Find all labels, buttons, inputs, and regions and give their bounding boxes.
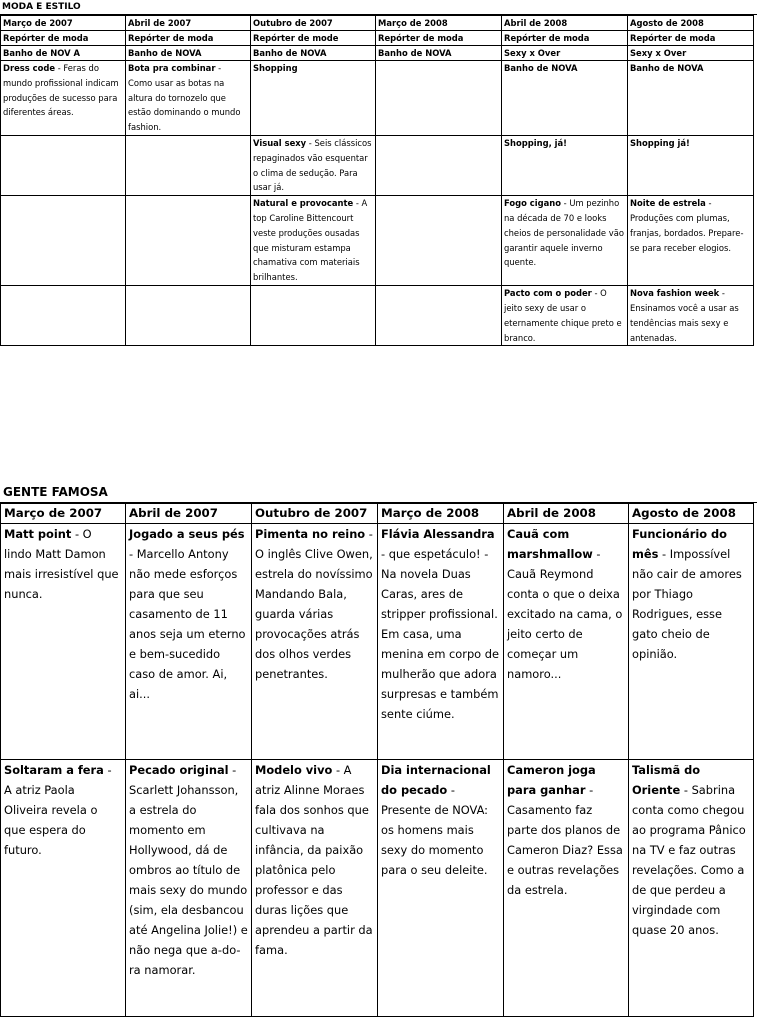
moda-banho-cell: Sexy x Over <box>502 46 628 61</box>
gente-header-cell: Outubro de 2007 <box>252 504 378 524</box>
moda-cell <box>502 135 628 195</box>
gente-table <box>0 503 754 1017</box>
gente-cell <box>629 760 754 1017</box>
moda-cell <box>376 61 502 136</box>
gente-cell <box>504 760 629 1017</box>
moda-header-cell: Abril de 2008 <box>502 16 628 31</box>
gente-cell <box>1 760 126 1017</box>
moda-reporter-cell: Repórter de mode <box>251 31 376 46</box>
article-desc: - Feras do mundo profissional indicam produções de sucesso para diferentes áreas. <box>3 63 119 118</box>
moda-cell <box>251 286 376 346</box>
moda-banho-cell: Banho de NOV A <box>1 46 126 61</box>
moda-header-cell: Abril de 2007 <box>126 16 251 31</box>
gente-cell <box>504 524 629 760</box>
moda-reporter-cell: Repórter de moda <box>376 31 502 46</box>
article-title: Banho de NOVA <box>630 63 704 73</box>
gente-header-cell: Março de 2007 <box>1 504 126 524</box>
moda-reporter-cell: Repórter de moda <box>126 31 251 46</box>
article-desc: - O lindo Matt Damon mais irresistível que nunca. <box>4 527 119 601</box>
article-title: Natural e provocante <box>253 198 354 209</box>
gente-cell <box>629 524 754 760</box>
moda-cell <box>126 61 251 136</box>
moda-banho-cell: Banho de NOVA <box>251 46 376 61</box>
gente-content-row <box>1 524 754 760</box>
moda-cell <box>502 286 628 346</box>
gente-cell <box>126 760 252 1017</box>
gente-cell <box>378 760 504 1017</box>
moda-content-row <box>1 196 754 286</box>
article-desc: - Como usar as botas na altura do tornozelo que estão dominando o mundo fashion. <box>128 63 241 133</box>
article-title: Noite de estrela <box>630 198 706 209</box>
gente-cell <box>252 524 378 760</box>
article-desc: - O inglês Clive Owen, estrela do novíssimo Mandando Bala, guarda várias provocações atrás dos olhos verdes penetrantes. <box>255 527 373 681</box>
gente-cell <box>1 524 126 760</box>
moda-banho-row <box>1 46 754 61</box>
gente-cell <box>378 524 504 760</box>
article-title: Visual sexy <box>253 137 307 148</box>
moda-content-row <box>1 135 754 195</box>
article-desc: - Impossível não cair de amores por Thiago Rodrigues, esse gato cheio de opinião. <box>632 547 742 661</box>
article-title: Cameron joga para ganhar <box>507 763 596 797</box>
article-title: Dia internacional do pecado <box>381 763 491 797</box>
moda-header-cell: Março de 2008 <box>376 16 502 31</box>
article-title: Pimenta no reino <box>255 527 366 541</box>
moda-cell <box>502 196 628 286</box>
moda-header-cell: Agosto de 2008 <box>628 16 754 31</box>
moda-cell <box>502 61 628 136</box>
article-title: Pecado original <box>129 763 229 777</box>
article-title: Modelo vivo <box>255 763 333 777</box>
moda-header-row <box>1 16 754 31</box>
moda-cell <box>376 135 502 195</box>
moda-cell <box>126 135 251 195</box>
moda-reporter-row <box>1 31 754 46</box>
article-desc: - A top Caroline Bittencourt veste produções ousadas que misturam estampa chamativa com materiais brilhantes. <box>253 198 368 283</box>
article-desc: - que espetáculo! - Na novela Duas Caras, ares de stripper profissional. Em casa, uma menina em corpo de mulherão que adora surpresas e também sente ciúme. <box>381 547 500 721</box>
moda-e-estilo-sheet <box>0 0 757 346</box>
moda-cell <box>126 286 251 346</box>
article-title: Banho de NOVA <box>504 63 578 73</box>
gente-cell <box>252 760 378 1017</box>
moda-table <box>0 15 754 346</box>
moda-cell <box>126 196 251 286</box>
article-desc: - Presente de NOVA: os homens mais sexy do momento para o seu deleite. <box>381 783 489 877</box>
moda-cell <box>251 135 376 195</box>
article-title: Dress code <box>3 63 56 73</box>
article-desc: - O jeito sexy de usar o eternamente chique preto e branco. <box>504 288 622 343</box>
moda-reporter-cell: Repórter de moda <box>1 31 126 46</box>
gente-cell <box>126 524 252 760</box>
gente-header-row <box>1 504 754 524</box>
article-title: Soltaram a fera <box>4 763 104 777</box>
article-desc: - Marcello Antony não mede esforços para que seu casamento de 11 anos seja um eterno e bem-sucedido caso de amor. Ai, ai... <box>129 547 246 701</box>
moda-cell <box>628 61 754 136</box>
moda-cell <box>628 286 754 346</box>
article-title: Shopping, já! <box>504 137 568 148</box>
article-title: Funcionário do mês <box>632 527 728 561</box>
article-title: Matt point <box>4 527 72 541</box>
gente-famosa-sheet <box>0 483 757 1017</box>
moda-cell <box>251 61 376 136</box>
article-title: Shopping <box>253 63 298 73</box>
moda-cell <box>251 196 376 286</box>
moda-content-row <box>1 286 754 346</box>
article-title: Shopping já! <box>630 137 690 148</box>
moda-cell <box>376 286 502 346</box>
gente-header-cell: Abril de 2007 <box>126 504 252 524</box>
moda-cell <box>1 135 126 195</box>
moda-banho-cell: Banho de NOVA <box>126 46 251 61</box>
moda-banho-cell: Sexy x Over <box>628 46 754 61</box>
article-desc: - Cauã Reymond conta o que o deixa excitado na cama, o jeito certo de começar um namoro... <box>507 547 623 681</box>
article-desc: - Scarlett Johansson, a estrela do momento em Hollywood, dá de ombros ao título de mais sexy do mundo (sim, ela desbancou até Angelina Jolie!) e não nega que a-do-ra namorar. <box>129 763 248 977</box>
article-title: Pacto com o poder <box>504 288 592 299</box>
moda-header-cell: Outubro de 2007 <box>251 16 376 31</box>
article-desc: - A atriz Paola Oliveira revela o que espera do futuro. <box>4 763 112 857</box>
moda-content-row <box>1 61 754 136</box>
gente-header-cell: Março de 2008 <box>378 504 504 524</box>
article-desc: - Casamento faz parte dos planos de Cameron Diaz? Essa e outras revelações da estrela. <box>507 783 623 897</box>
article-desc: - Sabrina conta como chegou ao programa Pânico na TV e faz outras revelações. Como a de que perdeu a virgindade com quase 20 anos. <box>632 783 746 937</box>
moda-reporter-cell: Repórter de moda <box>628 31 754 46</box>
moda-cell <box>1 61 126 136</box>
gente-content-row <box>1 760 754 1017</box>
article-title: Cauã com marshmallow <box>507 527 593 561</box>
article-title: Flávia Alessandra <box>381 527 495 541</box>
moda-header-cell: Março de 2007 <box>1 16 126 31</box>
article-desc: - Ensinamos você a usar as tendências mais sexy e antenadas. <box>630 288 739 343</box>
article-desc: - A atriz Alinne Moraes fala dos sonhos que cultivava na infância, da paixão platônica pelo professor e das duras lições que aprendeu a partir da fama. <box>255 763 373 957</box>
article-title: Bota pra combinar <box>128 63 216 73</box>
article-title: Talismã do Oriente <box>632 763 701 797</box>
moda-cell <box>1 196 126 286</box>
moda-cell <box>376 196 502 286</box>
moda-cell <box>628 135 754 195</box>
moda-section-title: MODA E ESTILO <box>0 0 757 15</box>
moda-cell <box>628 196 754 286</box>
article-title: Nova fashion week <box>630 288 720 299</box>
article-desc: - Seis clássicos repaginados vão esquentar o clima de sedução. Para usar já. <box>253 137 372 193</box>
moda-reporter-cell: Repórter de moda <box>502 31 628 46</box>
gente-header-cell: Abril de 2008 <box>504 504 629 524</box>
article-title: Jogado a seus pés <box>129 527 245 541</box>
article-desc: - Um pezinho na década de 70 e looks cheios de personalidade vão garantir aquele inverno quente. <box>504 198 624 268</box>
article-title: Fogo cigano <box>504 198 561 209</box>
moda-cell <box>1 286 126 346</box>
article-desc: - Produções com plumas, franjas, bordados. Prepare-se para receber elogios. <box>630 198 744 253</box>
gente-header-cell: Agosto de 2008 <box>629 504 754 524</box>
moda-banho-cell: Banho de NOVA <box>376 46 502 61</box>
gente-section-title: GENTE FAMOSA <box>0 483 757 503</box>
